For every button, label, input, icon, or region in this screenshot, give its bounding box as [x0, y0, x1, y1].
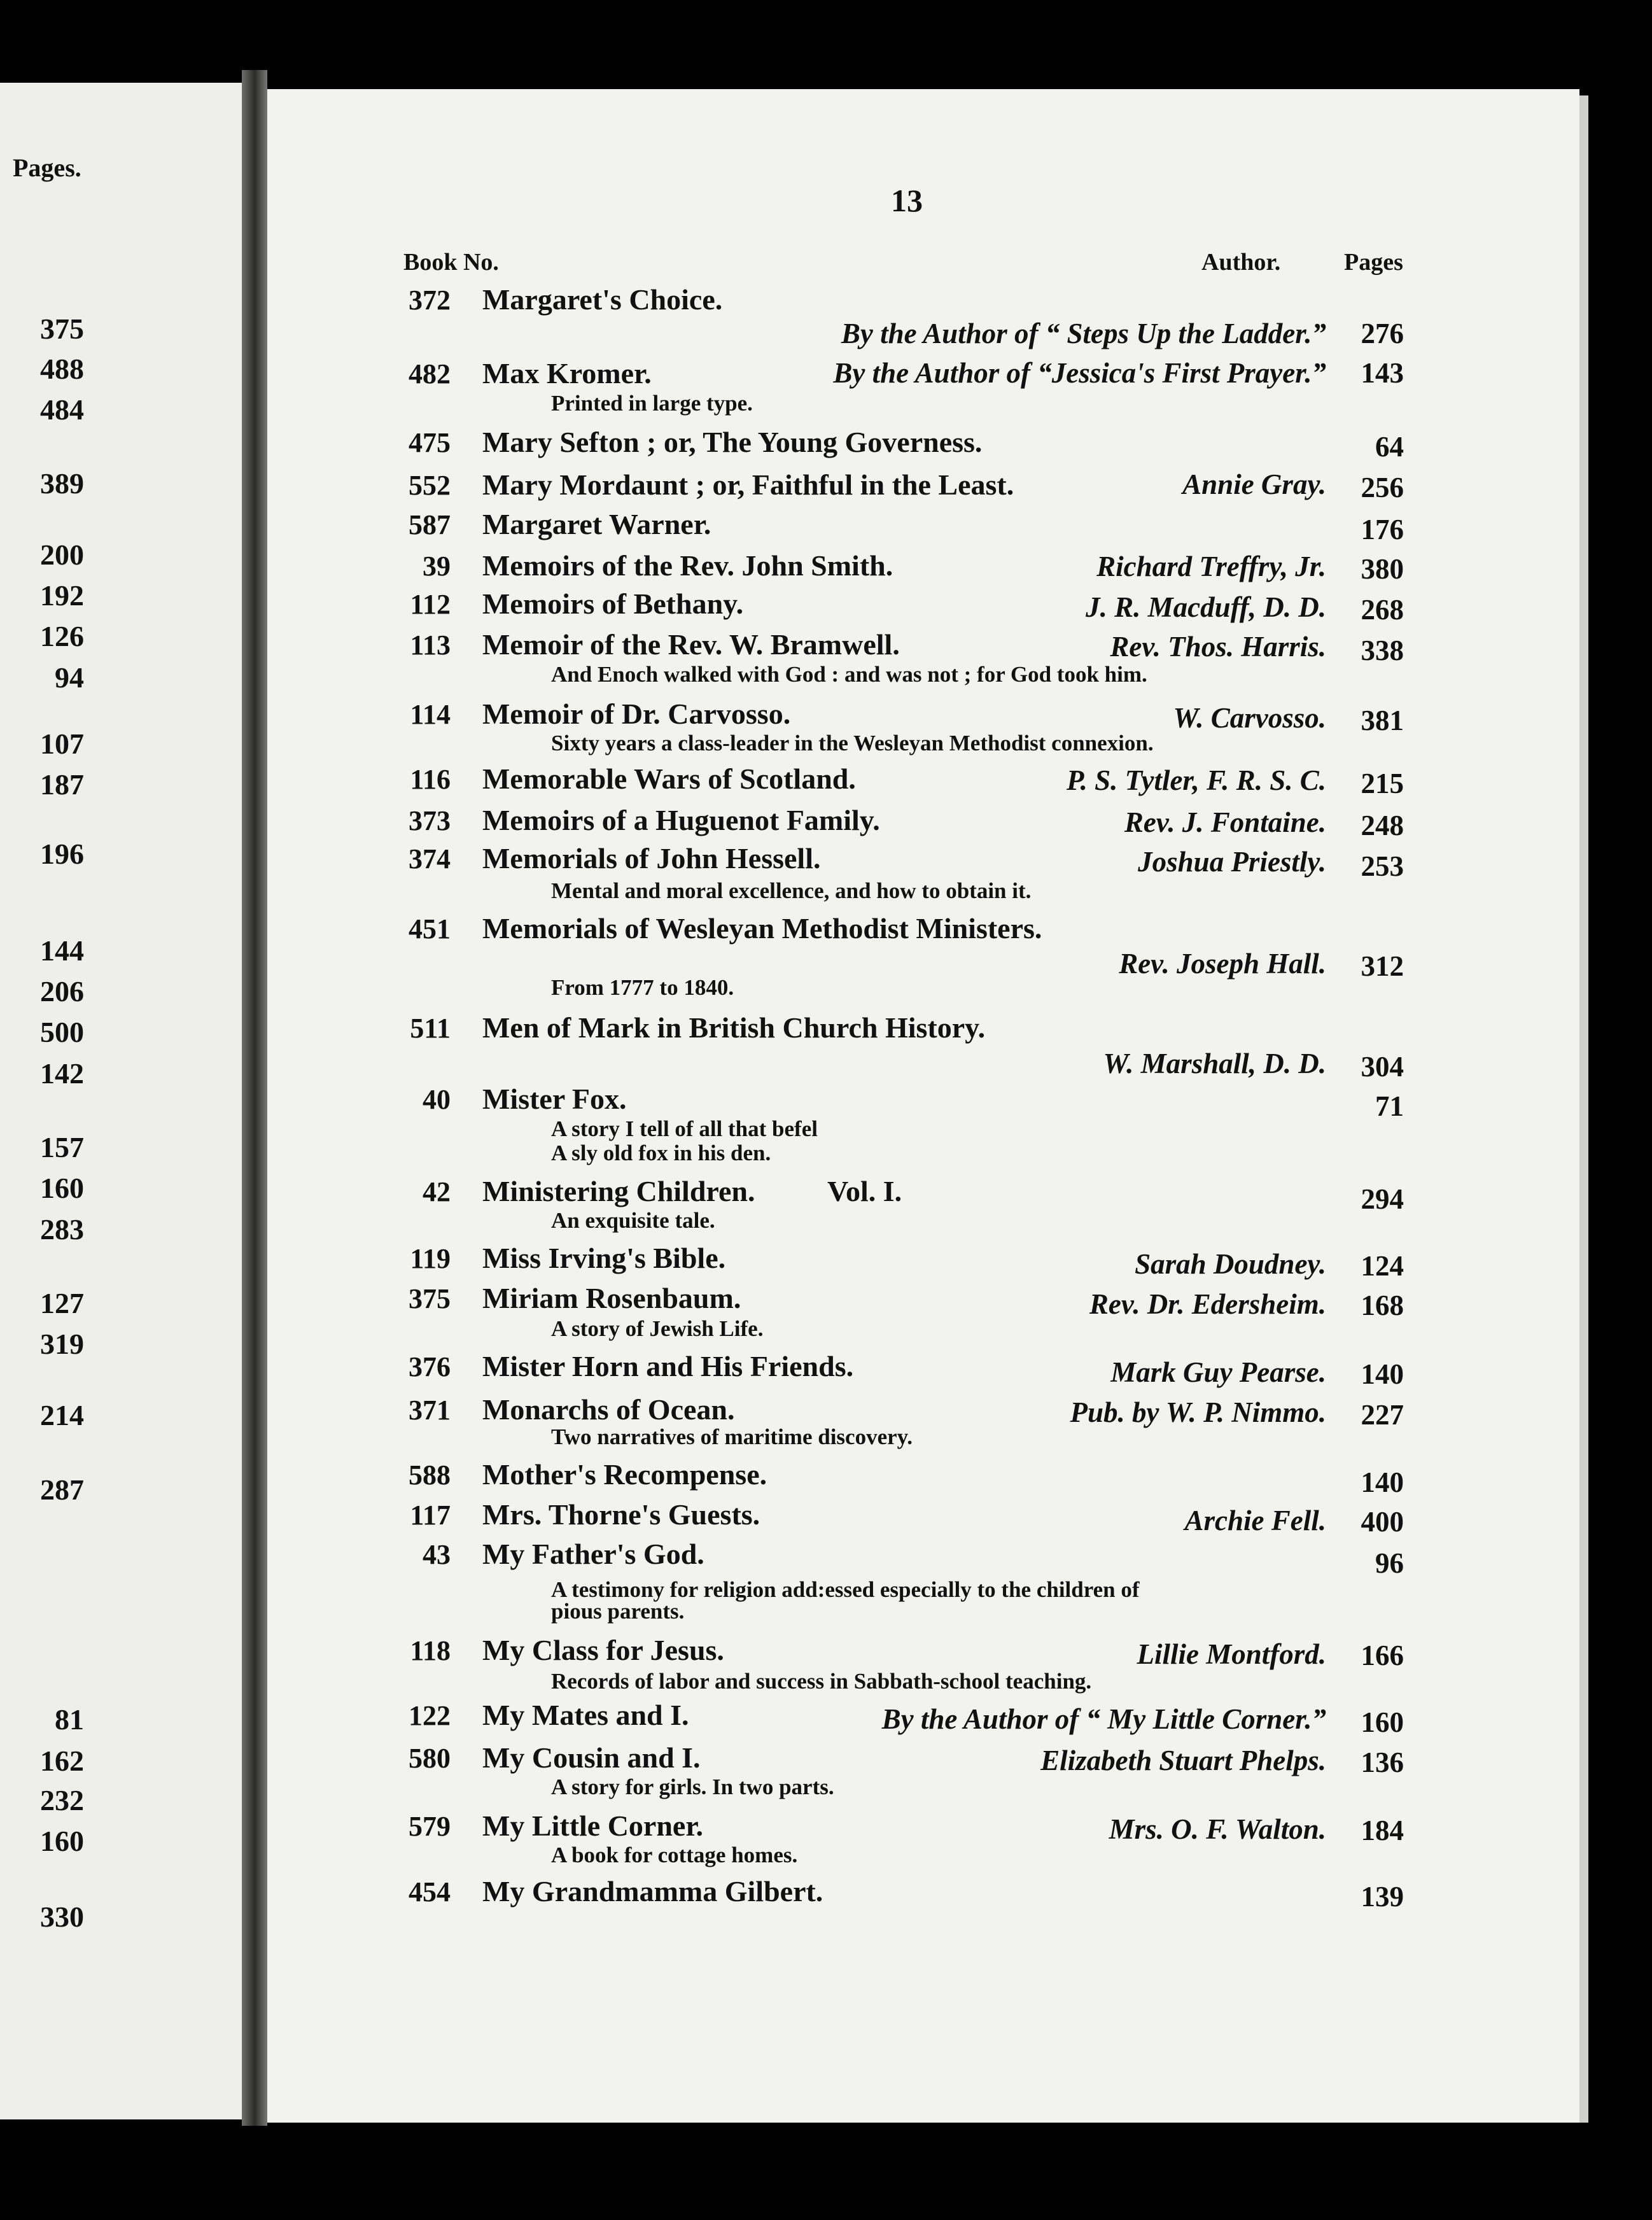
book-number: 42 — [423, 1176, 451, 1207]
book-author: Annie Gray. — [1182, 468, 1326, 500]
book-title: Memorials of John Hessell. — [482, 842, 821, 875]
left-page-number: 200 — [40, 538, 84, 571]
left-page-number: 214 — [40, 1399, 84, 1431]
book-title: Mister Fox. — [482, 1083, 627, 1115]
left-page-number: 160 — [40, 1172, 84, 1204]
left-page-number: 94 — [55, 661, 84, 694]
book-number: 118 — [410, 1635, 451, 1666]
left-page-number: 375 — [40, 313, 84, 345]
book-title: Memoirs of a Huguenot Family. — [482, 804, 880, 836]
book-description: A sly old fox in his den. — [551, 1141, 771, 1165]
book-author: Sarah Doudney. — [1135, 1248, 1326, 1280]
page-count: 168 — [1361, 1289, 1404, 1321]
book-title: My Mates and I. — [482, 1699, 689, 1731]
book-description: pious parents. — [551, 1599, 685, 1624]
book-author: Rev. Thos. Harris. — [1110, 631, 1326, 663]
page-count: 143 — [1361, 357, 1404, 389]
left-page-number: 283 — [40, 1213, 84, 1246]
left-page-number: 206 — [40, 975, 84, 1008]
book-author: Mark Guy Pearse. — [1110, 1356, 1326, 1388]
header-book-no: Book No. — [403, 249, 499, 276]
page-count: 253 — [1361, 850, 1404, 882]
page-count: 294 — [1361, 1183, 1404, 1215]
page-count: 381 — [1361, 705, 1404, 736]
left-page-number: 144 — [40, 934, 84, 967]
book-author: Joshua Priestly. — [1138, 846, 1326, 878]
left-page — [0, 83, 242, 2119]
book-author: Elizabeth Stuart Phelps. — [1040, 1745, 1326, 1776]
book-title: Margaret Warner. — [482, 508, 711, 540]
left-page-number: 232 — [40, 1784, 84, 1816]
book-title: Memoir of the Rev. W. Bramwell. — [482, 628, 900, 661]
page-count: 215 — [1361, 768, 1404, 799]
book-author: Rev. J. Fontaine. — [1124, 806, 1326, 838]
book-number: 579 — [409, 1811, 451, 1842]
left-page-number: 319 — [40, 1328, 84, 1360]
book-title: Miss Irving's Bible. — [482, 1242, 726, 1274]
book-number: 371 — [409, 1395, 451, 1426]
book-number: 372 — [409, 285, 451, 316]
left-page-number: 127 — [40, 1287, 84, 1319]
page-count: 276 — [1361, 318, 1404, 349]
book-description: A book for cottage homes. — [551, 1843, 798, 1867]
book-number: 375 — [409, 1283, 451, 1314]
book-description: And Enoch walked with God : and was not ; for God took him. — [551, 662, 1147, 687]
book-title: Memoirs of Bethany. — [482, 587, 744, 620]
page-count: 338 — [1361, 635, 1404, 666]
book-number: 475 — [409, 427, 451, 458]
book-author: By the Author of “ My Little Corner.” — [881, 1703, 1326, 1735]
left-page-number: 196 — [40, 838, 84, 870]
book-title: Mother's Recompense. — [482, 1458, 767, 1491]
book-description: Mental and moral excellence, and how to obtain it. — [551, 878, 1032, 903]
book-title: Mary Sefton ; or, The Young Governess. — [482, 426, 983, 458]
book-volume: Vol. I. — [827, 1175, 902, 1207]
book-author: Lillie Montford. — [1137, 1638, 1326, 1670]
book-number: 451 — [409, 913, 451, 945]
book-number: 119 — [410, 1243, 451, 1274]
page-count: 268 — [1361, 594, 1404, 626]
book-title: Max Kromer. — [482, 357, 652, 390]
book-title: Memoir of Dr. Carvosso. — [482, 698, 791, 730]
book-number: 40 — [423, 1084, 451, 1115]
book-number: 116 — [410, 764, 451, 795]
book-title: Monarchs of Ocean. — [482, 1393, 735, 1426]
page-count: 184 — [1361, 1815, 1404, 1846]
book-title: My Cousin and I. — [482, 1741, 701, 1774]
book-title: Mister Horn and His Friends. — [482, 1350, 854, 1382]
page-count: 140 — [1361, 1466, 1404, 1498]
page-count: 139 — [1361, 1881, 1404, 1913]
book-number: 117 — [410, 1500, 451, 1531]
book-title: Men of Mark in British Church History. — [482, 1011, 986, 1044]
book-number: 511 — [410, 1013, 451, 1044]
book-author: Rev. Joseph Hall. — [1119, 948, 1326, 980]
left-page-number: 484 — [40, 393, 84, 426]
page-number: 13 — [891, 183, 923, 218]
left-page-number: 107 — [40, 727, 84, 760]
book-title: Mrs. Thorne's Guests. — [482, 1498, 760, 1531]
book-number: 376 — [409, 1351, 451, 1382]
book-number: 482 — [409, 358, 451, 390]
left-page-number: 500 — [40, 1016, 84, 1048]
book-author: W. Marshall, D. D. — [1103, 1048, 1326, 1079]
book-description: A testimony for religion add:essed especially to the children of — [551, 1577, 1140, 1602]
book-author: Rev. Dr. Edersheim. — [1089, 1288, 1326, 1320]
book-title: Mary Mordaunt ; or, Faithful in the Least. — [482, 468, 1014, 501]
book-title: My Grandmamma Gilbert. — [482, 1875, 823, 1907]
left-page-number: 187 — [40, 768, 84, 801]
page-count: 400 — [1361, 1506, 1404, 1538]
left-page-number: 389 — [40, 467, 84, 500]
book-title: Memorable Wars of Scotland. — [482, 762, 856, 795]
left-page-number: 126 — [40, 620, 84, 652]
left-page-number: 142 — [40, 1057, 84, 1090]
left-page-number: 160 — [40, 1825, 84, 1857]
header-author: Author. — [1201, 249, 1281, 276]
book-description: A story for girls. In two parts. — [551, 1774, 834, 1799]
page-count: 136 — [1361, 1746, 1404, 1778]
book-title: Memoirs of the Rev. John Smith. — [482, 549, 893, 582]
page-count: 160 — [1361, 1706, 1404, 1738]
book-description: Records of labor and success in Sabbath-school teaching. — [551, 1669, 1092, 1694]
left-page-number: 287 — [40, 1473, 84, 1506]
page-count: 176 — [1361, 514, 1404, 545]
page-count: 96 — [1375, 1547, 1404, 1579]
book-title: Miriam Rosenbaum. — [482, 1282, 741, 1314]
book-author: Mrs. O. F. Walton. — [1109, 1813, 1326, 1845]
book-description: From 1777 to 1840. — [551, 975, 734, 1000]
book-number: 373 — [409, 805, 451, 836]
page-edge — [1579, 95, 1588, 2123]
book-number: 374 — [409, 843, 451, 875]
page-count: 380 — [1361, 553, 1404, 585]
left-page-number: 330 — [40, 1900, 84, 1933]
book-author: By the Author of “ Steps Up the Ladder.” — [841, 318, 1326, 349]
page-count: 312 — [1361, 950, 1404, 982]
book-title: Margaret's Choice. — [482, 283, 723, 316]
page-count: 71 — [1375, 1090, 1404, 1122]
left-page-number: 488 — [40, 353, 84, 385]
page-count: 227 — [1361, 1399, 1404, 1431]
book-title: My Class for Jesus. — [482, 1634, 724, 1666]
book-description: Printed in large type. — [551, 391, 753, 416]
page-count: 64 — [1375, 431, 1404, 463]
book-number: 587 — [409, 509, 451, 540]
book-author: Richard Treffry, Jr. — [1096, 551, 1326, 582]
book-description: An exquisite tale. — [551, 1208, 715, 1233]
book-author: By the Author of “Jessica's First Prayer.” — [833, 357, 1326, 389]
book-author: W. Carvosso. — [1173, 702, 1326, 734]
book-description: A story I tell of all that befel — [551, 1116, 818, 1141]
page-count: 124 — [1361, 1250, 1404, 1282]
book-author: J. R. Macduff, D. D. — [1086, 591, 1326, 623]
book-description: A story of Jewish Life. — [551, 1316, 764, 1341]
left-page-number: 81 — [55, 1703, 84, 1736]
book-author: P. S. Tytler, F. R. S. C. — [1066, 764, 1326, 796]
book-number: 114 — [410, 699, 451, 730]
left-page-header: Pages. — [13, 153, 81, 182]
book-number: 43 — [423, 1539, 451, 1570]
left-page-number: 192 — [40, 579, 84, 612]
book-number: 39 — [423, 551, 451, 582]
book-description: Two narratives of maritime discovery. — [551, 1424, 913, 1449]
book-gutter — [242, 70, 267, 2126]
page-count: 166 — [1361, 1640, 1404, 1671]
book-number: 122 — [409, 1700, 451, 1731]
page-count: 140 — [1361, 1358, 1404, 1390]
book-author: Archie Fell. — [1184, 1505, 1326, 1536]
book-number: 454 — [409, 1876, 451, 1907]
book-description: Sixty years a class-leader in the Wesleyan Methodist connexion. — [551, 731, 1154, 755]
left-page-number: 162 — [40, 1745, 84, 1777]
book-author: Pub. by W. P. Nimmo. — [1070, 1396, 1326, 1428]
book-title: My Father's God. — [482, 1538, 704, 1570]
book-title: My Little Corner. — [482, 1809, 704, 1842]
left-page-number: 157 — [40, 1131, 84, 1163]
book-number: 552 — [409, 470, 451, 501]
book-title: Memorials of Wesleyan Methodist Ministers. — [482, 912, 1042, 945]
book-number: 580 — [409, 1743, 451, 1774]
page-count: 248 — [1361, 810, 1404, 841]
page-count: 304 — [1361, 1051, 1404, 1083]
header-pages: Pages — [1344, 249, 1403, 276]
book-number: 112 — [410, 589, 451, 620]
book-number: 588 — [409, 1459, 451, 1491]
book-title: Ministering Children. — [482, 1175, 755, 1207]
page-count: 256 — [1361, 472, 1404, 503]
book-number: 113 — [410, 629, 451, 661]
